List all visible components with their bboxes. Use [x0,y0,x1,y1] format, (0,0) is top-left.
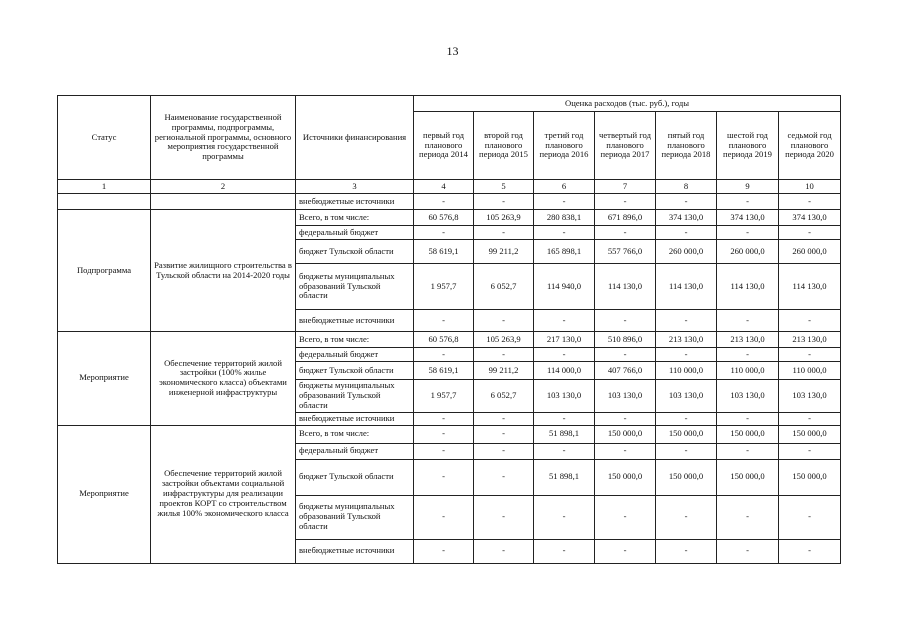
source-cell: Всего, в том числе: [296,425,414,443]
value-cell: 150 000,0 [779,459,841,495]
value-cell: - [414,310,474,332]
value-cell: - [534,539,595,563]
value-cell: - [414,459,474,495]
value-cell: 671 896,0 [595,210,656,226]
value-cell: 150 000,0 [779,425,841,443]
source-cell: бюджеты муниципальных образований Тульской области [296,380,414,413]
value-cell: 150 000,0 [595,425,656,443]
column-number: 6 [534,180,595,194]
value-cell: 150 000,0 [656,425,717,443]
column-number: 3 [296,180,414,194]
value-cell: 217 130,0 [534,332,595,348]
value-cell: 103 130,0 [534,380,595,413]
value-cell: 150 000,0 [656,459,717,495]
value-cell: 150 000,0 [717,425,779,443]
value-cell: - [474,194,534,210]
program-name-cell: Обеспечение территорий жилой застройки объектами социальной инфраструктуры для реализации проектов КОРТ со строительством жилья 100% экономического класса [151,425,296,563]
value-cell: 114 130,0 [717,264,779,310]
value-cell: - [656,495,717,539]
value-cell: - [717,539,779,563]
value-cell: - [534,348,595,362]
empty-cell [58,194,151,210]
value-cell: 260 000,0 [656,240,717,264]
value-cell: 99 211,2 [474,362,534,380]
column-number: 9 [717,180,779,194]
program-name-cell: Развитие жилищного строительства в Тульской области на 2014-2020 годы [151,210,296,332]
value-cell: - [717,495,779,539]
table-row [58,194,841,210]
value-cell: 260 000,0 [779,240,841,264]
value-cell: - [656,348,717,362]
value-cell: 1 957,7 [414,264,474,310]
value-cell: - [414,412,474,425]
value-cell: - [534,226,595,240]
table-row [58,425,841,443]
value-cell: - [595,495,656,539]
value-cell: 103 130,0 [656,380,717,413]
value-cell: - [656,194,717,210]
value-cell: - [534,194,595,210]
value-cell: 58 619,1 [414,362,474,380]
value-cell: - [656,412,717,425]
column-number: 5 [474,180,534,194]
value-cell: - [779,348,841,362]
table-row [58,210,841,226]
source-cell: бюджет Тульской области [296,240,414,264]
header-year: седьмой год планового периода 2020 [779,112,841,180]
value-cell: - [595,539,656,563]
value-cell: - [717,348,779,362]
source-cell: внебюджетные источники [296,539,414,563]
value-cell: - [414,194,474,210]
value-cell: - [474,459,534,495]
source-cell: Всего, в том числе: [296,332,414,348]
value-cell: 280 838,1 [534,210,595,226]
header-year: шестой год планового периода 2019 [717,112,779,180]
value-cell: 557 766,0 [595,240,656,264]
value-cell: 150 000,0 [717,459,779,495]
value-cell: - [779,310,841,332]
header-status: Статус [58,96,151,180]
column-number-row [58,180,841,194]
value-cell: 114 130,0 [656,264,717,310]
value-cell: - [595,412,656,425]
header-sources: Источники финансирования [296,96,414,180]
source-cell: федеральный бюджет [296,226,414,240]
source-cell: внебюджетные источники [296,412,414,425]
source-cell: федеральный бюджет [296,348,414,362]
value-cell: - [474,412,534,425]
value-cell: - [656,539,717,563]
value-cell: 407 766,0 [595,362,656,380]
value-cell: - [656,226,717,240]
value-cell: 6 052,7 [474,264,534,310]
value-cell: 103 130,0 [717,380,779,413]
column-number: 4 [414,180,474,194]
source-cell: федеральный бюджет [296,443,414,459]
value-cell: - [534,495,595,539]
header-estimate: Оценка расходов (тыс. руб.), годы [414,96,841,112]
value-cell: - [474,310,534,332]
value-cell: - [717,194,779,210]
value-cell: 103 130,0 [595,380,656,413]
value-cell: 260 000,0 [717,240,779,264]
value-cell: 99 211,2 [474,240,534,264]
value-cell: 165 898,1 [534,240,595,264]
column-number: 8 [656,180,717,194]
value-cell: - [595,348,656,362]
value-cell: 114 000,0 [534,362,595,380]
status-cell: Мероприятие [58,332,151,426]
value-cell: 51 898,1 [534,425,595,443]
header-name: Наименование государственной программы, подпрограммы, региональной программы, основного мероприятия государственной программы [151,96,296,180]
value-cell: 105 263,9 [474,332,534,348]
value-cell: - [474,348,534,362]
value-cell: 103 130,0 [779,380,841,413]
value-cell: - [595,226,656,240]
value-cell: - [779,495,841,539]
value-cell: 374 130,0 [779,210,841,226]
table-row [58,332,841,348]
column-number: 7 [595,180,656,194]
source-cell: бюджеты муниципальных образований Тульской области [296,264,414,310]
source-cell: бюджет Тульской области [296,362,414,380]
value-cell: 1 957,7 [414,380,474,413]
value-cell: 60 576,8 [414,332,474,348]
header-year: пятый год планового периода 2018 [656,112,717,180]
column-number: 10 [779,180,841,194]
status-cell: Подпрограмма [58,210,151,332]
value-cell: 510 896,0 [595,332,656,348]
value-cell: - [474,425,534,443]
value-cell: - [474,495,534,539]
value-cell: - [779,194,841,210]
value-cell: - [474,226,534,240]
value-cell: 60 576,8 [414,210,474,226]
value-cell: 51 898,1 [534,459,595,495]
value-cell: 105 263,9 [474,210,534,226]
value-cell: - [534,412,595,425]
value-cell: 110 000,0 [779,362,841,380]
header-year: первый год планового периода 2014 [414,112,474,180]
value-cell: - [779,226,841,240]
value-cell: - [414,495,474,539]
value-cell: - [414,443,474,459]
value-cell: 110 000,0 [717,362,779,380]
source-cell: Всего, в том числе: [296,210,414,226]
value-cell: 374 130,0 [717,210,779,226]
value-cell: 213 130,0 [779,332,841,348]
program-name-cell: Обеспечение территорий жилой застройки (100% жилье экономического класса) объектами инженерной инфраструктуры [151,332,296,426]
value-cell: - [534,310,595,332]
status-cell: Мероприятие [58,425,151,563]
value-cell: - [414,539,474,563]
source-cell: бюджеты муниципальных образований Тульской области [296,495,414,539]
value-cell: - [595,310,656,332]
value-cell: 110 000,0 [656,362,717,380]
value-cell: - [595,443,656,459]
value-cell: 114 130,0 [595,264,656,310]
value-cell: 6 052,7 [474,380,534,413]
value-cell: 58 619,1 [414,240,474,264]
source-cell: внебюджетные источники [296,310,414,332]
value-cell: - [779,539,841,563]
value-cell: - [414,226,474,240]
funding-table [57,95,841,564]
value-cell: - [474,443,534,459]
column-number: 1 [58,180,151,194]
value-cell: - [717,443,779,459]
value-cell: - [717,226,779,240]
value-cell: - [595,194,656,210]
header-year: третий год планового периода 2016 [534,112,595,180]
source-cell: внебюджетные источники [296,194,414,210]
column-number: 2 [151,180,296,194]
value-cell: - [414,425,474,443]
value-cell: 114 940,0 [534,264,595,310]
value-cell: - [414,348,474,362]
value-cell: - [534,443,595,459]
empty-cell [151,194,296,210]
value-cell: 374 130,0 [656,210,717,226]
value-cell: 150 000,0 [595,459,656,495]
value-cell: - [656,310,717,332]
value-cell: - [717,310,779,332]
value-cell: - [779,443,841,459]
header-year: второй год планового периода 2015 [474,112,534,180]
value-cell: - [717,412,779,425]
value-cell: 213 130,0 [717,332,779,348]
header-year: четвертый год планового периода 2017 [595,112,656,180]
value-cell: - [474,539,534,563]
page-number: 13 [446,44,459,58]
value-cell: - [656,443,717,459]
value-cell: 213 130,0 [656,332,717,348]
value-cell: 114 130,0 [779,264,841,310]
value-cell: - [779,412,841,425]
source-cell: бюджет Тульской области [296,459,414,495]
